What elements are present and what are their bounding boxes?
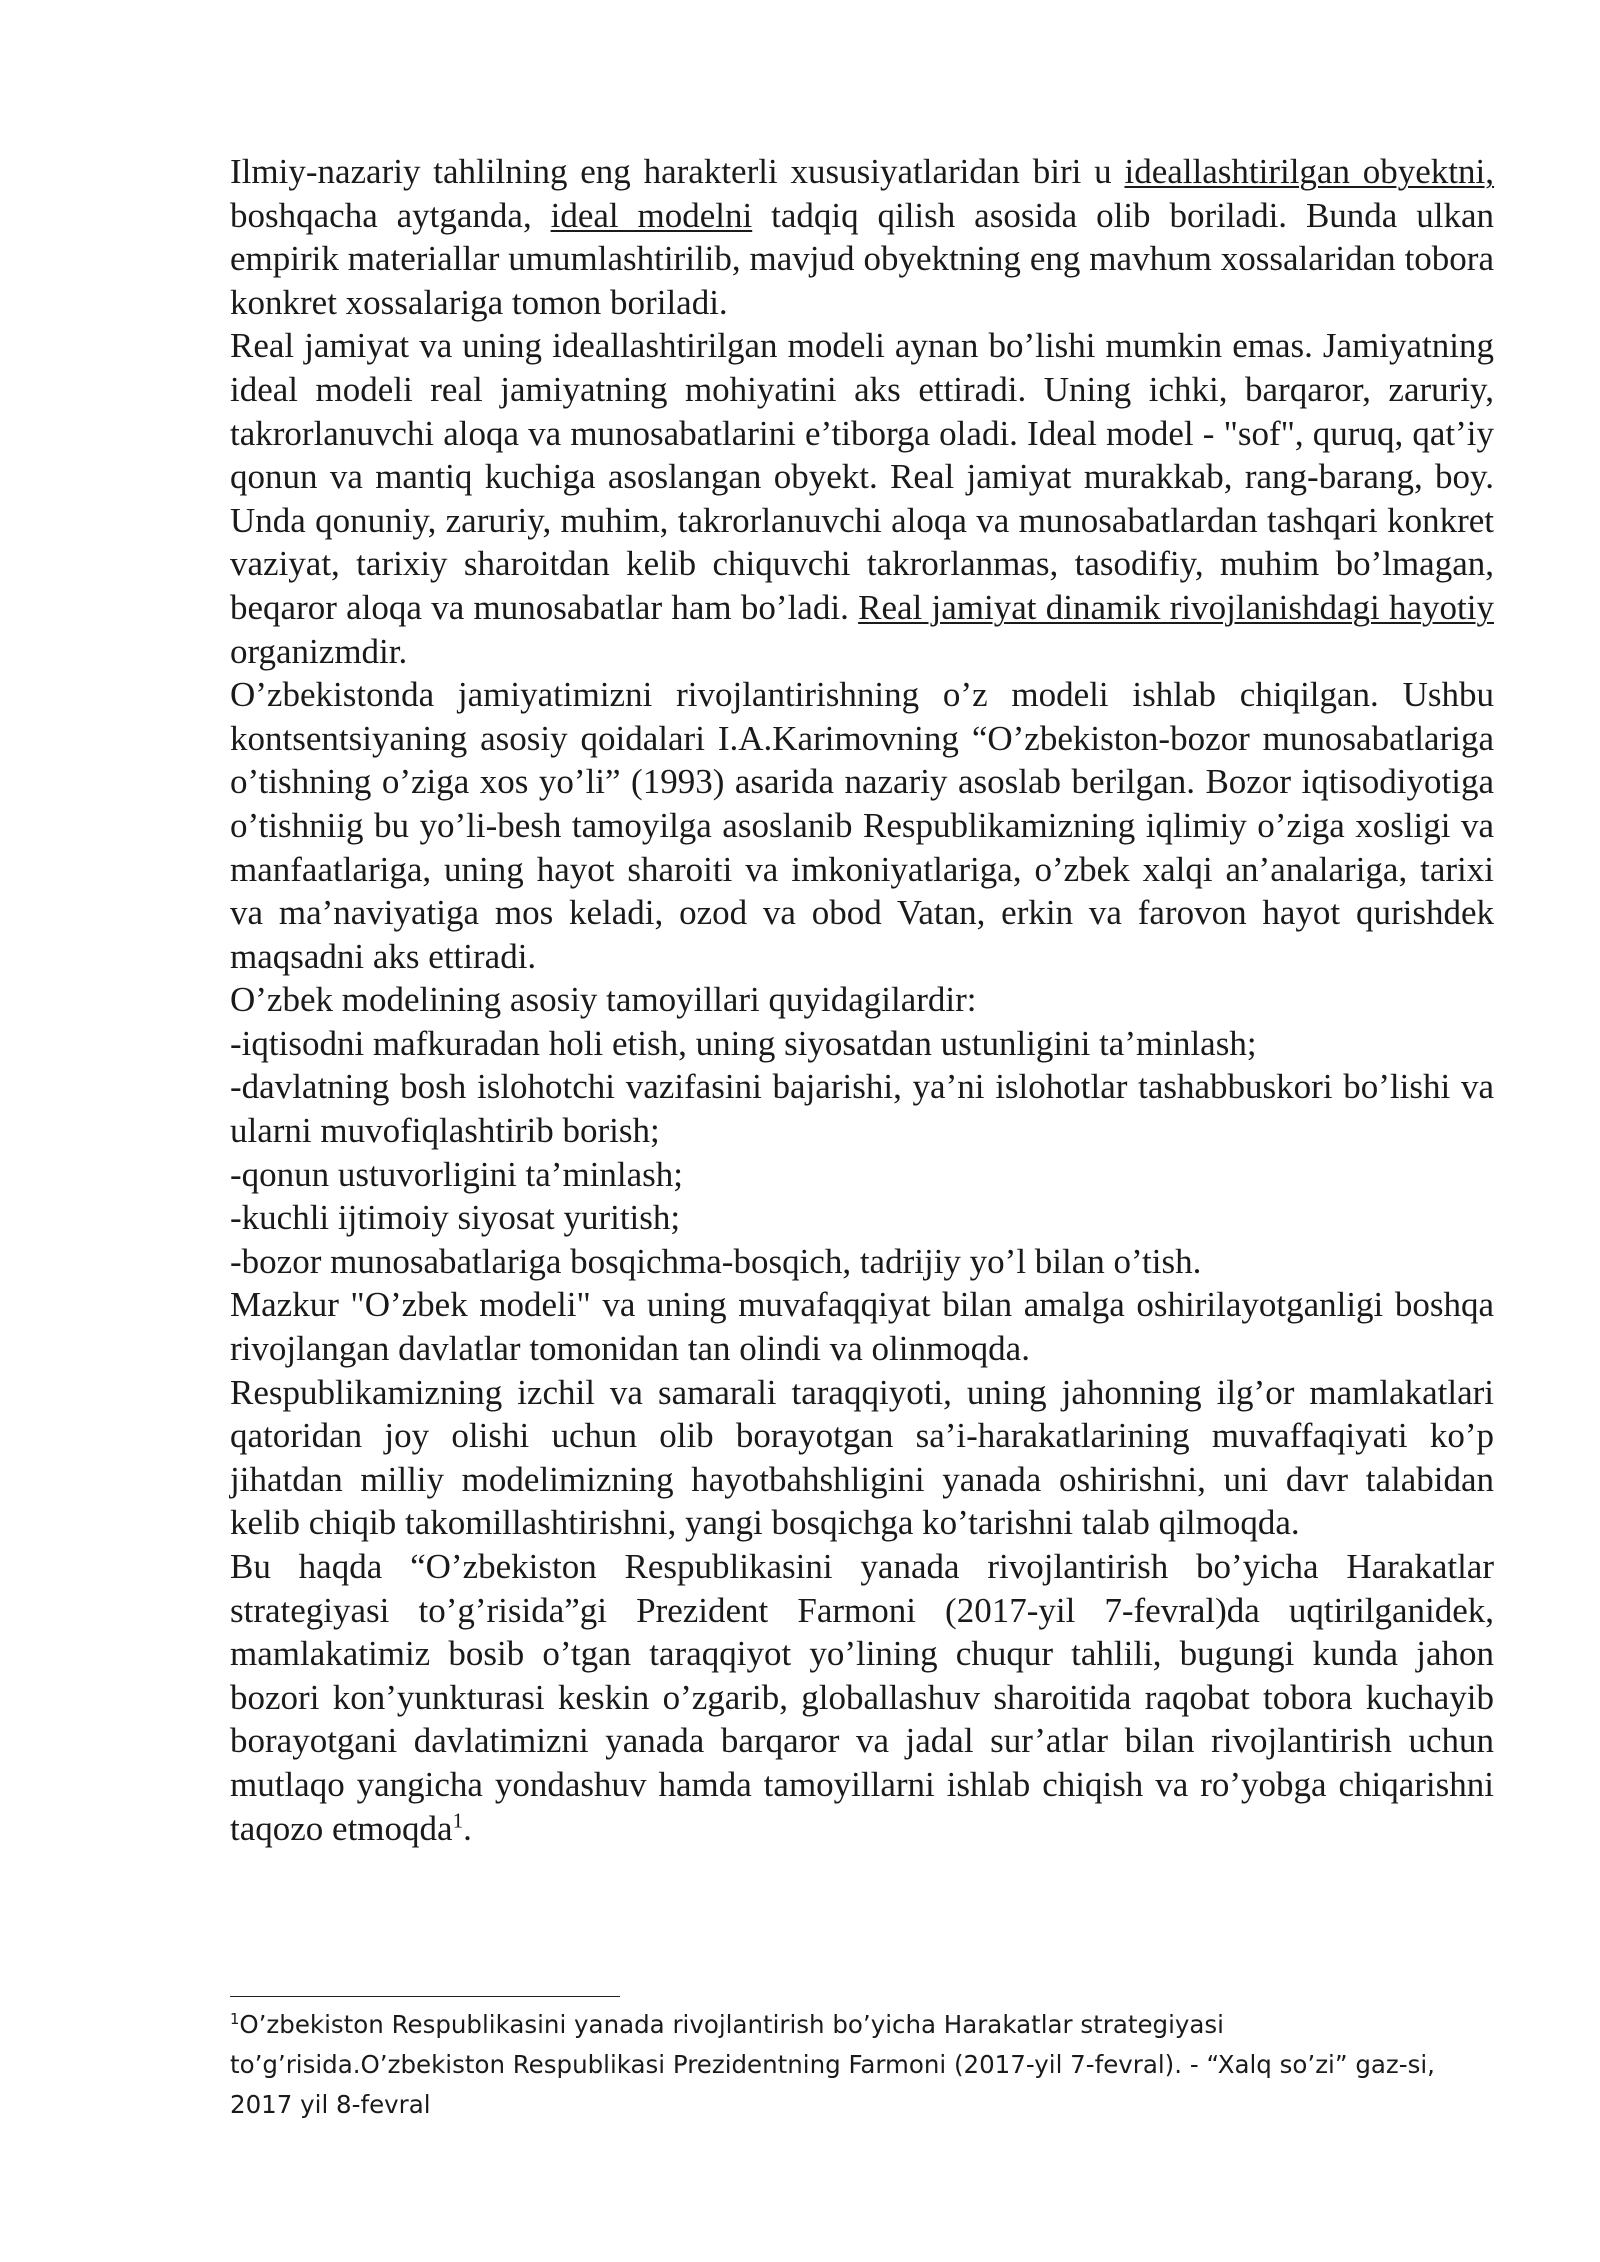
paragraph-7 [230, 1545, 1494, 1850]
paragraph-7-text: Bu haqda “O’zbekiston Respublikasini yanada rivojlantirish bo’yicha Harakatlar strategiyasi to’g’risida”gi Prezident Farmoni (2017-yil 7-fevral)da uqtirilganidek, mamlakatimiz bosib o’tgan taraqqiyot yo’lining chuqur tahlili, bugungi kunda jahon bozori kon’yunkturasi keskin o’zgarib, globallashuv sharoitida raqobat tobora kuchayib borayotgani davlatimizni yanada barqaror va jadal sur’atlar bilan rivojlantirish uchun mutlaqo yangicha yondashuv hamda tamoyillarni ishlab chiqish va ro’yobga chiqarishni taqozo etmoqda [230, 1547, 1494, 1848]
footnote [230, 2005, 1494, 2125]
paragraph-1-text-a: Ilmiy-nazariy tahlilning eng harakterli xususiyatlaridan biri u [230, 152, 1125, 191]
paragraph-6: Respublikamizning izchil va samarali taraqqiyoti, uning jahonning ilg’or mamlakatlari qatoridan joy olishi uchun olib borayotgan sa’i-harakatlarining muvaffaqiyati ko’p jihatdan milliy modelimizning hayotbahshligini yanada oshirishni, uni davr talabidan kelib chiqib takomillashtirishni, yangi bosqichga ko’tarishni talab qilmoqda. [230, 1372, 1494, 1543]
principle-item: -bozor munosabatlariga bosqichma-bosqich, tadrijiy yo’l bilan o’tish. [230, 1241, 1202, 1281]
paragraph-1 [230, 150, 1494, 324]
footnote-number: 1 [230, 2010, 240, 2028]
paragraph-1-text-b: boshqacha aytganda, [230, 195, 551, 235]
footnote-reference[interactable]: 1 [452, 1807, 464, 1832]
paragraph-4: O’zbek modelining asosiy tamoyillari quyidagilardir: [230, 980, 977, 1020]
paragraph-2 [230, 324, 1494, 673]
underlined-phrase-real-society: Real jamiyat dinamik rivojlanishdagi hayotiy [858, 587, 1494, 627]
underlined-phrase-ideal-object: ideallashtirilgan obyektni, [1124, 152, 1495, 191]
underlined-phrase-ideal-model: ideal modelni [550, 195, 753, 235]
paragraph-1-text-c: tadqiq qilish asosida olib boriladi. Bunda ulkan empirik materiallar umumlashtirilib, mavjud obyektning eng mavhum xossalaridan tobora konkret xossalariga tomon boriladi. [230, 195, 1494, 322]
paragraph-3: O’zbekistonda jamiyatimizni rivojlantirishning o’z modeli ishlab chiqilgan. Ushbu kontsentsiyaning asosiy qoidalari I.A.Karimovning “O’zbekiston-bozor munosabatlariga o’tishning o’ziga xos yo’li” (1993) asarida nazariy asoslab berilgan. Bozor iqtisodiyotiga o’tishniig bu yo’li-besh tamoyilga asoslanib Respublikamizning iqlimiy o’ziga xosligi va manfaatlariga, uning hayot sharoiti va imkoniyatlariga, o’zbek xalqi an’analariga, tarixi va ma’naviyatiga mos keladi, ozod va obod Vatan, erkin va farovon hayot qurishdek maqsadni aks ettiradi. [230, 675, 1494, 976]
paragraph-2-text-b: organizmdir. [230, 631, 408, 671]
footnote-separator [230, 1996, 620, 1997]
document-body [230, 150, 1494, 1850]
principle-item: -kuchli ijtimoiy siyosat yuritish; [230, 1198, 681, 1238]
paragraph-7-end: . [463, 1808, 472, 1848]
footnote-text: O’zbekiston Respublikasini yanada rivojlantirish bo’yicha Harakatlar strategiyasi to’g’risida.O’zbekiston Respublikasi Prezidentning Farmoni (2017-yil 7-fevral). - “Xalq so’zi” gaz-si, 2017 yil 8-fevral [230, 2010, 1435, 2119]
principle-item: -qonun ustuvorligini ta’minlash; [230, 1154, 684, 1194]
principle-item: -davlatning bosh islohotchi vazifasini bajarishi, ya’ni islohotlar tashabbuskori bo’lishi va ularni muvofiqlashtirib borish; [230, 1067, 1494, 1151]
paragraph-2-text-a: Real jamiyat va uning ideallashtirilgan modeli aynan bo’lishi mumkin emas. Jamiyatning ideal modeli real jamiyatning mohiyatini aks ettiradi. Uning ichki, barqaror, zaruriy, takrorlanuvchi aloqa va munosabatlarini e’tiborga oladi. Ideal model - "sof", quruq, qat’iy qonun va mantiq kuchiga asoslangan obyekt. Real jamiyat murakkab, rang-barang, boy. Unda qonuniy, zaruriy, muhim, takrorlanuvchi aloqa va munosabatlardan tashqari konkret vaziyat, tarixiy sharoitdan kelib chiquvchi takrorlanmas, tasodifiy, muhim bo’lmagan, beqaror aloqa va munosabatlar ham bo’ladi. [230, 326, 1494, 627]
principle-item: -iqtisodni mafkuradan holi etish, uning siyosatdan ustunligini ta’minlash; [230, 1023, 1257, 1063]
paragraph-5: Mazkur "O’zbek modeli" va uning muvafaqqiyat bilan amalga oshirilayotganligi boshqa rivojlangan davlatlar tomonidan tan olindi va olinmoqda. [230, 1285, 1494, 1369]
